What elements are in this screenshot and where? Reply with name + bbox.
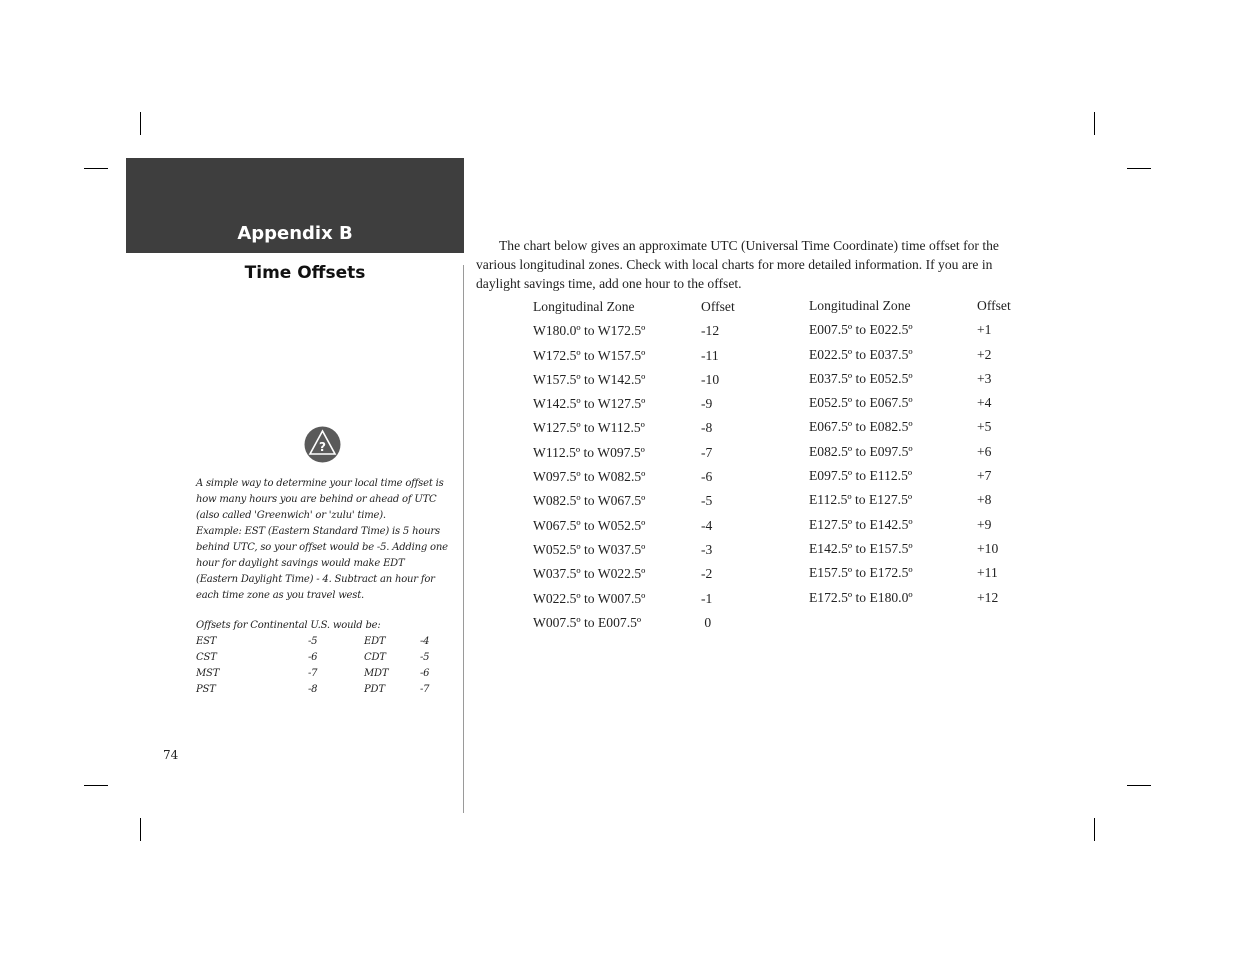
dst-offset: -6 <box>420 668 430 679</box>
note-example: Example: EST (Eastern Standard Time) is 5 hours behind UTC, so your offset would be -5. Adding one hour for daylight savings would make EDT (Eastern Daylight Time) - 4. Subtract an hour for each time zone as you travel west. <box>196 526 448 601</box>
dst-offset: -7 <box>420 684 430 695</box>
zone-cell: W052.5º to W037.5º <box>533 541 646 557</box>
offset-row <box>196 666 448 682</box>
zone-cell: W180.0º to W172.5º <box>533 323 646 339</box>
std-offset: -8 <box>308 684 318 695</box>
offset-cell: +8 <box>977 492 992 508</box>
offset-cell: -6 <box>701 469 713 485</box>
zone-cell: E067.5º to E082.5º <box>809 419 913 435</box>
crop-mark <box>1127 168 1151 169</box>
svg-text:?: ? <box>319 440 326 454</box>
std-zone: PST <box>196 684 216 695</box>
offset-cell: -5 <box>701 493 713 509</box>
appendix-header <box>126 158 464 253</box>
std-offset: -5 <box>308 636 318 647</box>
crop-mark <box>84 168 108 169</box>
offset-cell: +11 <box>977 565 998 581</box>
dst-offset: -5 <box>420 652 430 663</box>
offset-cell: -11 <box>701 347 719 363</box>
dst-zone: MDT <box>364 668 389 679</box>
question-warning-icon <box>304 426 341 463</box>
offset-cell: +1 <box>977 322 992 338</box>
offset-cell: -12 <box>701 323 720 339</box>
zone-cell: W112.5º to W097.5º <box>533 444 645 460</box>
offset-cell: 0 <box>701 614 712 630</box>
std-zone: EST <box>196 636 217 647</box>
offset-cell: -9 <box>701 396 713 412</box>
offset-cell: -7 <box>701 444 713 460</box>
zone-cell: E022.5º to E037.5º <box>809 346 913 362</box>
page-number: 74 <box>163 748 179 762</box>
crop-mark <box>1094 818 1095 841</box>
offset-cell: -4 <box>701 517 713 533</box>
crop-mark <box>140 818 141 841</box>
zone-cell: W127.5º to W112.5º <box>533 420 645 436</box>
zone-cell: W067.5º to W052.5º <box>533 517 646 533</box>
offset-cell: +4 <box>977 395 992 411</box>
offset-cell: +10 <box>977 540 999 556</box>
std-offset: -7 <box>308 668 318 679</box>
appendix-title: Appendix B <box>237 223 353 244</box>
zone-cell: W172.5º to W157.5º <box>533 347 646 363</box>
offset-cell: +6 <box>977 443 992 459</box>
zone-cell: W007.5º to E007.5º <box>533 614 642 630</box>
offset-row <box>196 634 448 650</box>
crop-mark <box>1094 112 1095 135</box>
offset-cell: +9 <box>977 516 992 532</box>
zone-cell: E052.5º to E067.5º <box>809 395 913 411</box>
zone-cell: E142.5º to E157.5º <box>809 540 913 556</box>
dst-offset: -4 <box>420 636 430 647</box>
column-header-offset: Offset <box>701 299 735 314</box>
zone-cell: W142.5º to W127.5º <box>533 396 646 412</box>
column-header-offset: Offset <box>977 298 1011 313</box>
zone-cell: E007.5º to E022.5º <box>809 322 913 338</box>
offset-cell: -8 <box>701 420 713 436</box>
dst-zone: EDT <box>364 636 386 647</box>
dst-zone: CDT <box>364 652 386 663</box>
offsets-title: Offsets for Continental U.S. would be: <box>196 620 381 631</box>
zone-cell: E082.5º to E097.5º <box>809 443 913 459</box>
crop-mark <box>1127 785 1151 786</box>
zone-cell: E172.5º to E180.0º <box>809 589 913 605</box>
offset-cell: +12 <box>977 589 999 605</box>
offset-cell: +7 <box>977 468 992 484</box>
offset-cell: -2 <box>701 566 713 582</box>
dst-zone: PDT <box>364 684 385 695</box>
zone-cell: E097.5º to E112.5º <box>809 468 913 484</box>
std-offset: -6 <box>308 652 318 663</box>
zone-cell: W037.5º to W022.5º <box>533 566 646 582</box>
offsets-title-row <box>196 618 448 634</box>
zone-cell: E112.5º to E127.5º <box>809 492 913 508</box>
std-zone: MST <box>196 668 220 679</box>
zone-cell: W022.5º to W007.5º <box>533 590 646 606</box>
zone-cell: W082.5º to W067.5º <box>533 493 646 509</box>
offset-cell: -1 <box>701 590 713 606</box>
zone-cell: E037.5º to E052.5º <box>809 370 913 386</box>
offset-cell: -10 <box>701 371 720 387</box>
crop-mark <box>140 112 141 135</box>
zone-cell: W157.5º to W142.5º <box>533 371 646 387</box>
zone-cell: E127.5º to E142.5º <box>809 516 913 532</box>
offset-cell: +3 <box>977 370 992 386</box>
crop-mark <box>84 785 108 786</box>
offset-row <box>196 682 448 698</box>
offset-cell: +2 <box>977 346 992 362</box>
sidebar-note <box>196 476 448 604</box>
note-text: A simple way to determine your local time offset is how many hours you are behind or ahead of UTC (also called 'Greenwich' or 'zulu' time). <box>196 478 444 521</box>
offset-row <box>196 650 448 666</box>
us-offsets-list <box>196 618 448 698</box>
column-divider <box>463 265 464 813</box>
column-header-zone: Longitudinal Zone <box>809 298 911 313</box>
intro-paragraph: The chart below gives an approximate UTC (Universal Time Coordinate) time offset for the various longitudinal zones. Check with local charts for more detailed information. If you are in daylight savings time, add one hour to the offset. <box>476 238 999 291</box>
column-header-zone: Longitudinal Zone <box>533 299 635 314</box>
offset-cell: +5 <box>977 419 992 435</box>
std-zone: CST <box>196 652 217 663</box>
zone-cell: E157.5º to E172.5º <box>809 565 913 581</box>
offset-cell: -3 <box>701 541 713 557</box>
section-title: Time Offsets <box>244 263 366 283</box>
zone-cell: W097.5º to W082.5º <box>533 469 646 485</box>
